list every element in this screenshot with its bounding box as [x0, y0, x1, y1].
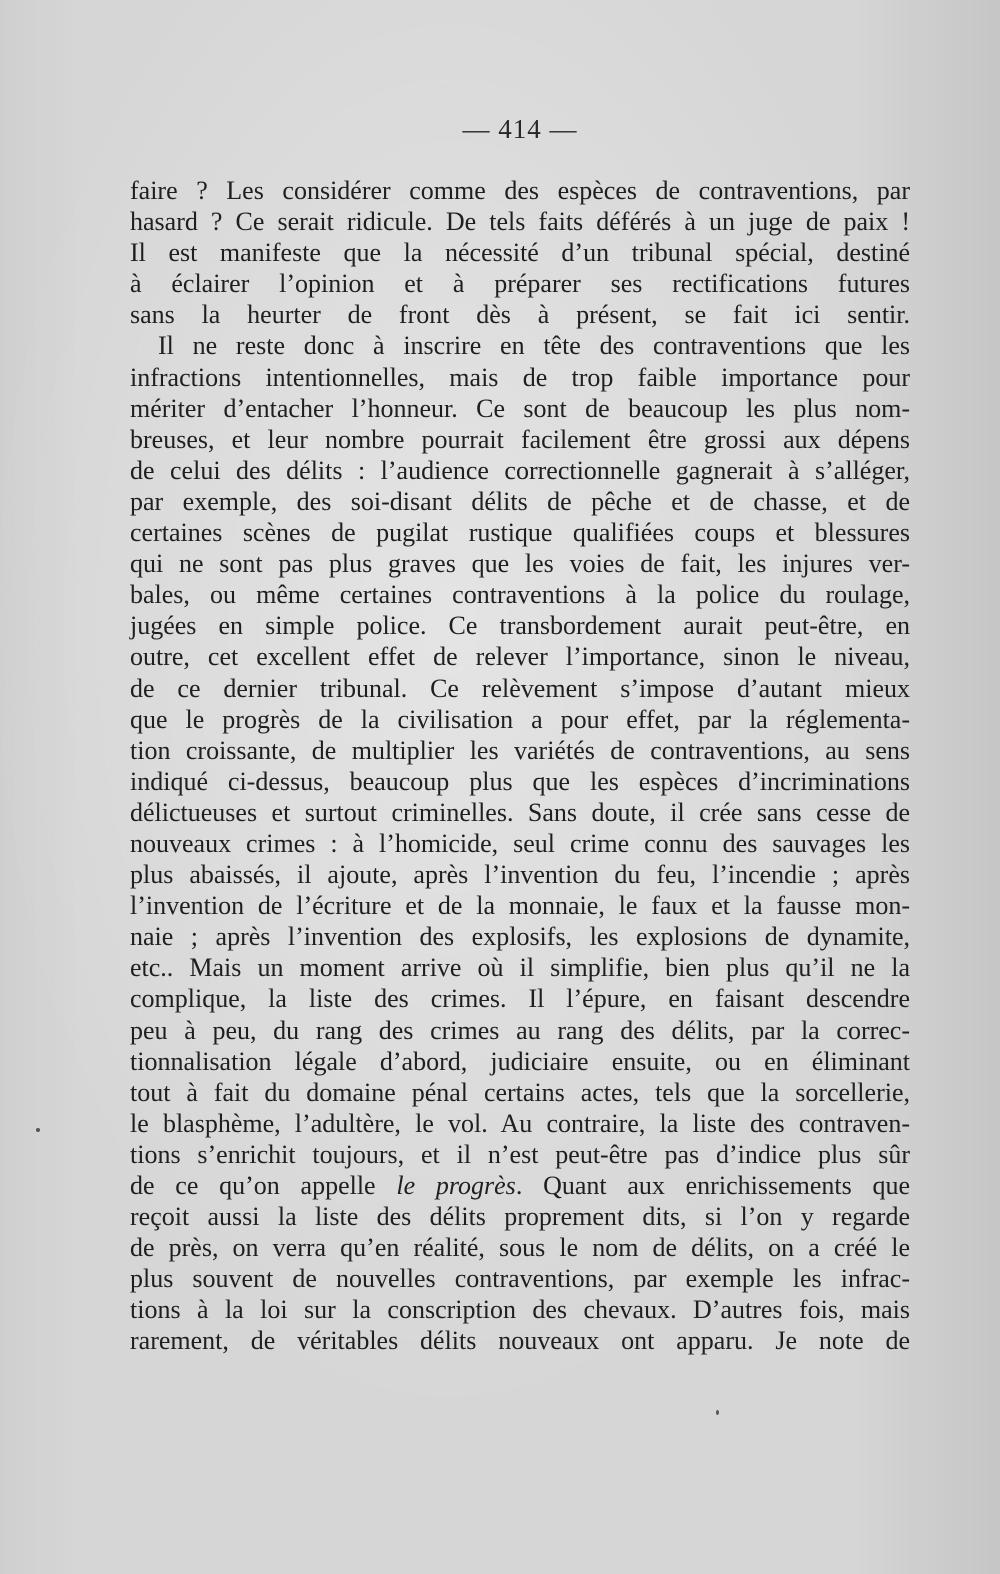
text-line: outre, cet excellent effet de relever l’importance, sinon le niveau, [130, 642, 910, 672]
text-line: Il est manifeste que la nécessité d’un tribunal spécial, destiné [130, 238, 910, 268]
text-segment: . Quant aux enrichissements que [515, 1171, 910, 1200]
text-line: tionnalisation légale d’abord, judiciaire ensuite, ou en éliminant [130, 1046, 910, 1076]
text-line: hasard ? Ce serait ridicule. De tels faits déférés à un juge de paix ! [130, 207, 910, 237]
text-line-with-italic [130, 1170, 910, 1201]
text-line: infractions intentionnelles, mais de trop faible importance pour [130, 362, 910, 392]
text-line: faire ? Les considérer comme des espèces de contraventions, par [130, 176, 910, 205]
text-line: de ce dernier tribunal. Ce relèvement s’impose d’autant mieux [130, 673, 910, 703]
text-line: de près, on verra qu’en réalité, sous le nom de délits, on a créé le [130, 1233, 910, 1263]
text-segment: de ce qu’on appelle [130, 1171, 376, 1200]
text-line: Il ne reste donc à inscrire en tête des contraventions que les [158, 331, 910, 361]
text-line: l’invention de l’écriture et de la monnaie, le faux et la fausse mon- [130, 891, 910, 921]
text-line: reçoit aussi la liste des délits proprement dits, si l’on y regarde [130, 1202, 910, 1232]
paper-speck [716, 1410, 719, 1415]
text-line: tout à fait du domaine pénal certains actes, tels que la sorcellerie, [130, 1077, 910, 1107]
paper-speck [36, 1128, 40, 1132]
text-line: tions à la loi sur la conscription des chevaux. D’autres fois, mais [130, 1295, 910, 1325]
text-line: naie ; après l’invention des explosifs, les explosions de dynamite, [130, 922, 910, 952]
text-line: bales, ou même certaines contraventions à la police du roulage, [130, 580, 910, 610]
text-line: qui ne sont pas plus graves que les voies de fait, les injures ver- [130, 549, 910, 579]
text-line: sans la heurter de front dès à présent, se fait ici sentir. [130, 300, 910, 330]
text-line: rarement, de véritables délits nouveaux ont apparu. Je note de [130, 1326, 910, 1356]
text-line: plus abaissés, il ajoute, après l’invention du feu, l’incendie ; après [130, 860, 910, 890]
italic-term: le progrès [396, 1171, 516, 1200]
text-line: etc.. Mais un moment arrive où il simplifie, bien plus qu’il ne la [130, 953, 910, 983]
text-line: tion croissante, de multiplier les variétés de contraventions, au sens [130, 735, 910, 765]
text-line: de celui des délits : l’audience correctionnelle gagnerait à s’alléger, [130, 455, 910, 485]
text-line: mériter d’entacher l’honneur. Ce sont de beaucoup les plus nom- [130, 393, 910, 423]
text-line: par exemple, des soi-disant délits de pêche et de chasse, et de [130, 486, 910, 516]
text-line: délictueuses et surtout criminelles. Sans doute, il crée sans cesse de [130, 797, 910, 827]
text-line: à éclairer l’opinion et à préparer ses rectifications futures [130, 269, 910, 299]
text-line: jugées en simple police. Ce transbordement aurait peut-être, en [130, 611, 910, 641]
text-line: que le progrès de la civilisation a pour effet, par la réglementa- [130, 704, 910, 734]
text-line: certaines scènes de pugilat rustique qualifiées coups et blessures [130, 518, 910, 548]
text-line: nouveaux crimes : à l’homicide, seul crime connu des sauvages les [130, 828, 910, 858]
text-line: indiqué ci-dessus, beaucoup plus que les espèces d’incriminations [130, 766, 910, 796]
text-line: peu à peu, du rang des crimes au rang des délits, par la correc- [130, 1015, 910, 1045]
text-line: plus souvent de nouvelles contraventions, par exemple les infrac- [130, 1264, 910, 1294]
text-line: breuses, et leur nombre pourrait facilement être grossi aux dépens [130, 424, 910, 454]
text-line: tions s’enrichit toujours, et il n’est peut-être pas d’indice plus sûr [130, 1139, 910, 1169]
page-number: — 414 — [462, 114, 578, 144]
text-line: complique, la liste des crimes. Il l’épure, en faisant descendre [130, 984, 910, 1014]
body-text [130, 175, 910, 1357]
text-line: le blasphème, l’adultère, le vol. Au contraire, la liste des contraven- [130, 1108, 910, 1138]
